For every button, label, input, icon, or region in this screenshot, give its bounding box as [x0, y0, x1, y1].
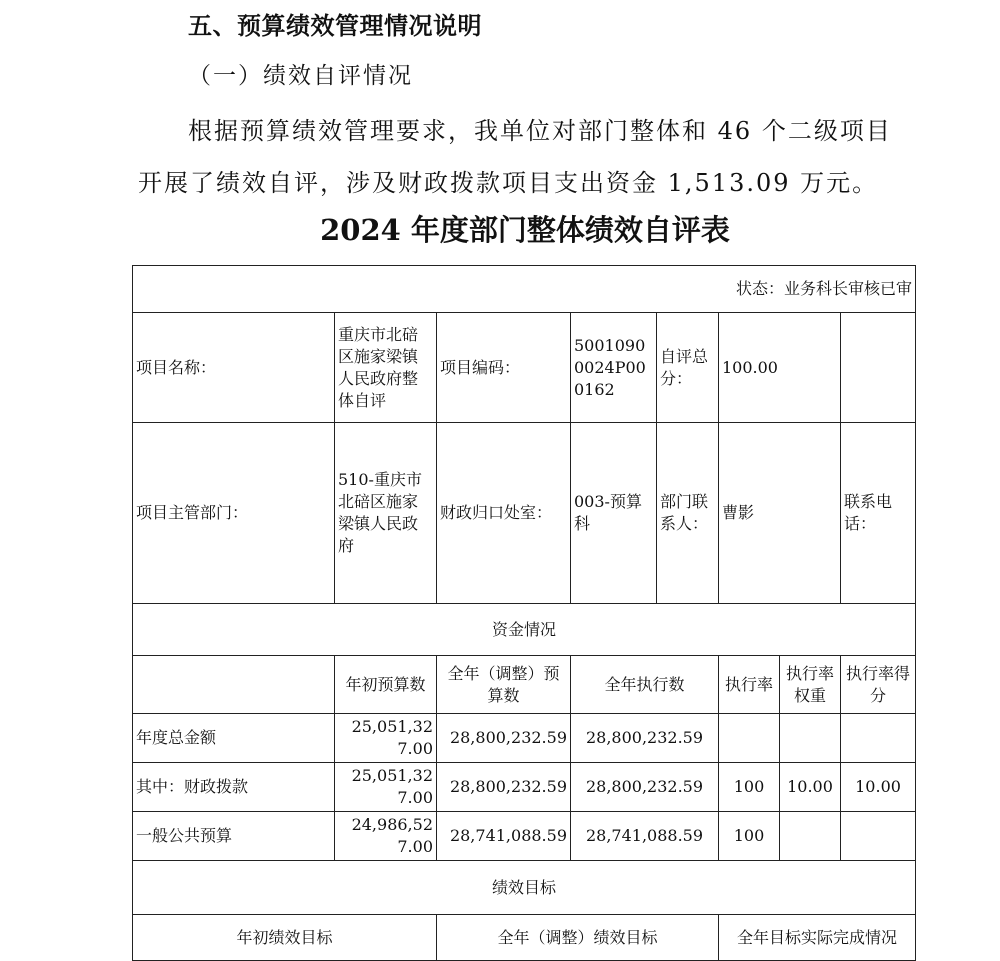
- intro-paragraph: [138, 105, 898, 209]
- project-code-label: 项目编码：: [437, 313, 571, 423]
- self-score-value: 100.00: [719, 313, 841, 423]
- col-initial-goal: 年初绩效目标: [133, 915, 437, 961]
- funds-adjusted: 28,800,232.59: [437, 763, 571, 812]
- funds-row: [133, 714, 916, 763]
- funds-initial: 24,986,527.00: [335, 812, 437, 861]
- project-name-label: 项目名称：: [133, 313, 335, 423]
- funds-score: [841, 714, 916, 763]
- paragraph-part1: 根据预算绩效管理要求，我单位对部门整体和: [188, 117, 708, 145]
- funds-score: 10.00: [841, 763, 916, 812]
- col-initial-budget: 年初预算数: [335, 656, 437, 714]
- col-adjusted-budget: 全年（调整）预算数: [437, 656, 571, 714]
- project-amount: 1,513.09: [667, 169, 791, 197]
- funds-header: 资金情况: [133, 604, 916, 656]
- funds-executed: 28,741,088.59: [571, 812, 719, 861]
- funds-executed: 28,800,232.59: [571, 763, 719, 812]
- funds-initial: 25,051,327.00: [335, 714, 437, 763]
- col-actual-completion: 全年目标实际完成情况: [719, 915, 916, 961]
- status-cell: 状态：业务科长审核已审: [133, 266, 916, 313]
- funds-adjusted: 28,800,232.59: [437, 714, 571, 763]
- dept-value: 510-重庆市北碚区施家梁镇人民政府: [335, 423, 437, 604]
- col-rate-weight: 执行率权重: [780, 656, 841, 714]
- paragraph-part3: 万元。: [800, 169, 879, 197]
- funds-executed: 28,800,232.59: [571, 714, 719, 763]
- col-rate-score: 执行率得分: [841, 656, 916, 714]
- col-exec-rate: 执行率: [719, 656, 780, 714]
- funds-header-row: [133, 604, 916, 656]
- funds-weight: [780, 812, 841, 861]
- funds-row-label: 年度总金额: [133, 714, 335, 763]
- subsection-heading: （一）绩效自评情况: [188, 63, 413, 89]
- empty-cell: [841, 313, 916, 423]
- paragraph-part2: 个二级项目开展了绩效自评，涉及财政拨款项目支出资金: [138, 117, 892, 197]
- funds-weight: [780, 714, 841, 763]
- funds-corner-cell: [133, 656, 335, 714]
- project-name-row: [133, 313, 916, 423]
- project-name-value: 重庆市北碚区施家梁镇人民政府整体自评: [335, 313, 437, 423]
- status-row: [133, 266, 916, 313]
- col-executed: 全年执行数: [571, 656, 719, 714]
- funds-initial: 25,051,327.00: [335, 763, 437, 812]
- funds-columns-row: [133, 656, 916, 714]
- perf-header: 绩效目标: [133, 861, 916, 915]
- funds-row-label: 其中：财政拨款: [133, 763, 335, 812]
- table-title: 2024 年度部门整体绩效自评表: [320, 213, 730, 247]
- col-adjusted-goal: 全年（调整）绩效目标: [437, 915, 719, 961]
- self-score-label: 自评总分：: [657, 313, 719, 423]
- funds-weight: 10.00: [780, 763, 841, 812]
- funds-rate: 100: [719, 763, 780, 812]
- funds-rate: [719, 714, 780, 763]
- dept-row: [133, 423, 916, 604]
- perf-header-row: [133, 861, 916, 915]
- funds-row-label: 一般公共预算: [133, 812, 335, 861]
- finance-office-value: 003-预算科: [571, 423, 657, 604]
- funds-row: [133, 812, 916, 861]
- perf-columns-row: [133, 915, 916, 961]
- phone-label: 联系电话：: [841, 423, 916, 604]
- contact-label: 部门联系人：: [657, 423, 719, 604]
- funds-adjusted: 28,741,088.59: [437, 812, 571, 861]
- dept-label: 项目主管部门：: [133, 423, 335, 604]
- project-count: 46: [717, 117, 753, 145]
- funds-row: [133, 763, 916, 812]
- funds-rate: 100: [719, 812, 780, 861]
- section-heading: 五、预算绩效管理情况说明: [188, 12, 482, 40]
- project-code-value: 50010900024P000162: [571, 313, 657, 423]
- evaluation-table: [132, 265, 916, 961]
- contact-value: 曹影: [719, 423, 841, 604]
- finance-office-label: 财政归口处室：: [437, 423, 571, 604]
- funds-score: [841, 812, 916, 861]
